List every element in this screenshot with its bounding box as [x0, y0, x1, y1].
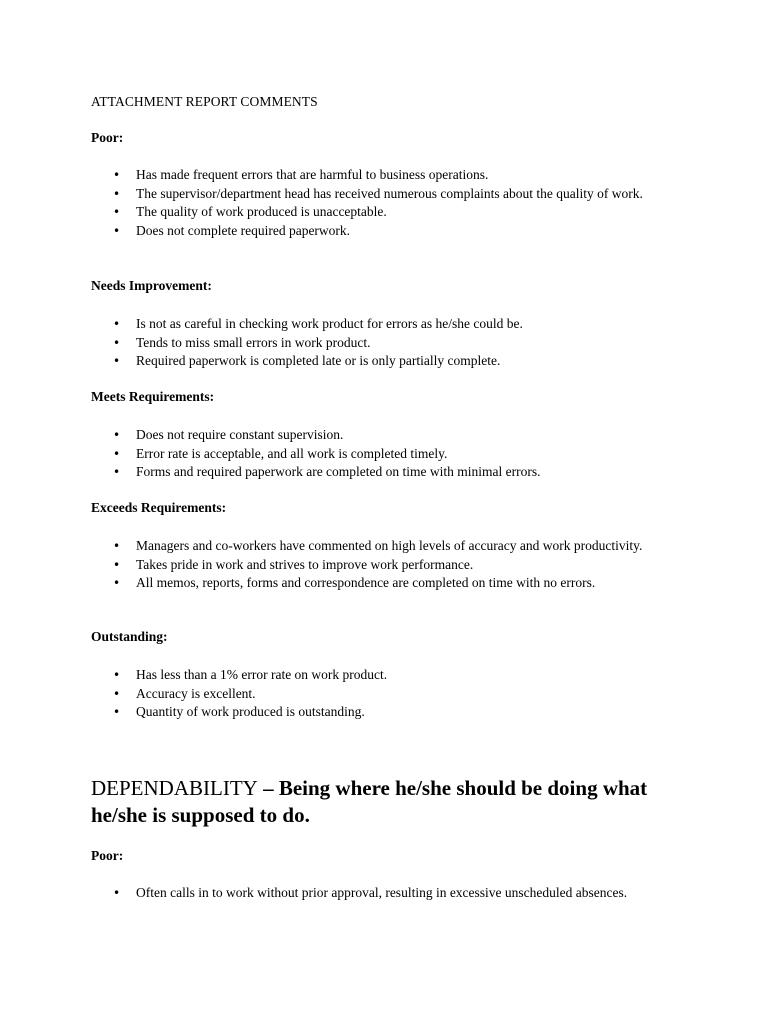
bullet-list-needs-improvement	[91, 315, 681, 371]
list-item: • Often calls in to work without prior approval, resulting in excessive unscheduled absences.	[91, 884, 681, 903]
list-item: • Has made frequent errors that are harmful to business operations.	[91, 166, 681, 185]
list-item: • The quality of work produced is unacceptable.	[91, 203, 681, 222]
list-item: • Tends to miss small errors in work product.	[91, 334, 681, 353]
list-item: • Does not require constant supervision.	[91, 426, 681, 445]
list-item: • Quantity of work produced is outstanding.	[91, 703, 681, 722]
list-item: • Forms and required paperwork are completed on time with minimal errors.	[91, 463, 681, 482]
section-heading-meets-requirements: Meets Requirements:	[91, 389, 215, 404]
list-item: • Takes pride in work and strives to improve work performance.	[91, 556, 681, 575]
list-item: • All memos, reports, forms and correspondence are completed on time with no errors.	[91, 574, 681, 593]
bullet-list-dependability-poor	[91, 884, 681, 903]
bullet-list-poor	[91, 166, 681, 240]
section-heading-exceeds-requirements: Exceeds Requirements:	[91, 500, 227, 515]
dependability-term: DEPENDABILITY	[91, 776, 258, 800]
list-item: • Required paperwork is completed late or is only partially complete.	[91, 352, 681, 371]
bullet-list-outstanding	[91, 666, 681, 722]
section-heading-dependability-poor: Poor:	[91, 848, 124, 863]
dependability-separator: –	[257, 776, 279, 800]
dependability-definition: Being where he/she should be doing what he/she is supposed to do.	[91, 776, 648, 827]
list-item: • Accuracy is excellent.	[91, 685, 681, 704]
list-item: • Does not complete required paperwork.	[91, 222, 681, 241]
list-item: • Has less than a 1% error rate on work product.	[91, 666, 681, 685]
section-heading-poor: Poor:	[91, 130, 124, 145]
list-item: • The supervisor/department head has received numerous complaints about the quality of work.	[91, 185, 681, 204]
dependability-heading	[91, 775, 691, 829]
bullet-list-meets-requirements	[91, 426, 681, 482]
bullet-list-exceeds-requirements	[91, 537, 681, 593]
section-heading-outstanding: Outstanding:	[91, 629, 168, 644]
list-item: • Managers and co-workers have commented on high levels of accuracy and work productivity.	[91, 537, 681, 556]
report-title: ATTACHMENT REPORT COMMENTS	[91, 94, 318, 109]
list-item: • Error rate is acceptable, and all work is completed timely.	[91, 445, 681, 464]
section-heading-needs-improvement: Needs Improvement:	[91, 278, 212, 293]
list-item: • Is not as careful in checking work product for errors as he/she could be.	[91, 315, 681, 334]
